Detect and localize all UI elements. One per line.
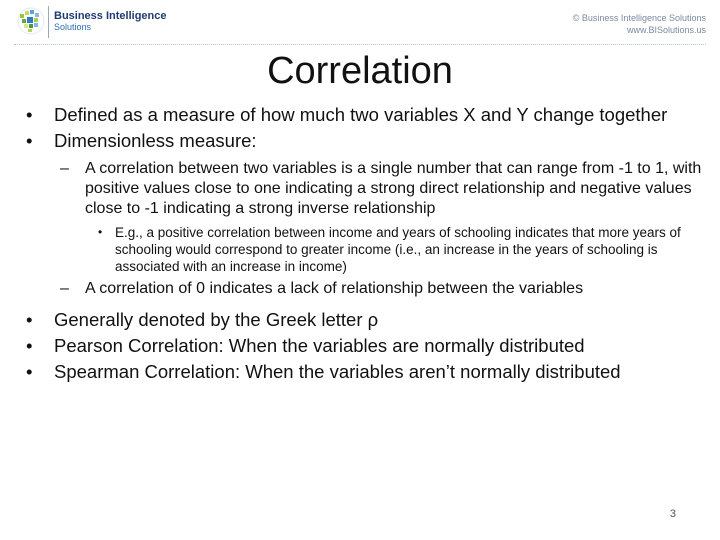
bullet-text: Dimensionless measure: — [54, 130, 257, 151]
logo-subtitle: Solutions — [54, 22, 92, 32]
slide-header — [0, 0, 720, 46]
bullet-dimensionless — [22, 130, 712, 151]
bullet-spearman — [22, 361, 712, 382]
sub-sub-bullet-example — [98, 224, 712, 275]
logo-separator — [48, 6, 49, 38]
bullet-text: Pearson Correlation: When the variables are normally distributed — [54, 335, 585, 356]
bullet-text: Defined as a measure of how much two variables X and Y change together — [54, 104, 668, 125]
logo-text — [54, 10, 166, 32]
sub-bullet-zero — [60, 279, 712, 299]
bullet-dot-icon: • — [26, 104, 33, 125]
bullet-greek-letter — [22, 309, 712, 330]
sub-bullet-text: A correlation between two variables is a single number that can range from -1 to 1, with positive values close to one indicating a strong direct relationship and negative values close to -1 indicating a strong inverse relationship — [85, 160, 702, 217]
slide-title: Correlation — [267, 50, 453, 92]
sub-bullet-range — [60, 159, 712, 219]
dash-bullet-icon: – — [60, 160, 69, 177]
logo-title: Business Intelligence — [54, 10, 167, 22]
bullet-text: Generally denoted by the Greek letter ρ — [54, 309, 379, 330]
website-text: www.BISolutions.us — [626, 25, 706, 35]
bullet-dot-icon: • — [26, 130, 33, 151]
bullet-pearson — [22, 335, 712, 356]
copyright-block — [573, 12, 706, 36]
dash-bullet-icon: – — [60, 280, 69, 297]
header-divider — [14, 44, 706, 45]
logo-icon — [16, 6, 46, 36]
bullet-dot-icon: • — [26, 309, 33, 330]
bullet-text: Spearman Correlation: When the variables aren’t normally distributed — [54, 361, 621, 382]
page-number: 3 — [669, 508, 676, 520]
bullet-definition — [22, 104, 712, 125]
bullet-dot-icon: • — [98, 225, 103, 239]
copyright-text: © Business Intelligence Solutions — [572, 13, 706, 23]
bullet-dot-icon: • — [26, 335, 33, 356]
sub-sub-bullet-text: E.g., a positive correlation between income and years of schooling indicates that more years of schooling would correspond to greater income (i.e., an increase in the years of schooling is associated with an increase in income) — [115, 225, 681, 274]
bullet-dot-icon: • — [26, 361, 33, 382]
slide-content — [22, 104, 712, 387]
sub-bullet-text: A correlation of 0 indicates a lack of relationship between the variables — [85, 280, 584, 297]
